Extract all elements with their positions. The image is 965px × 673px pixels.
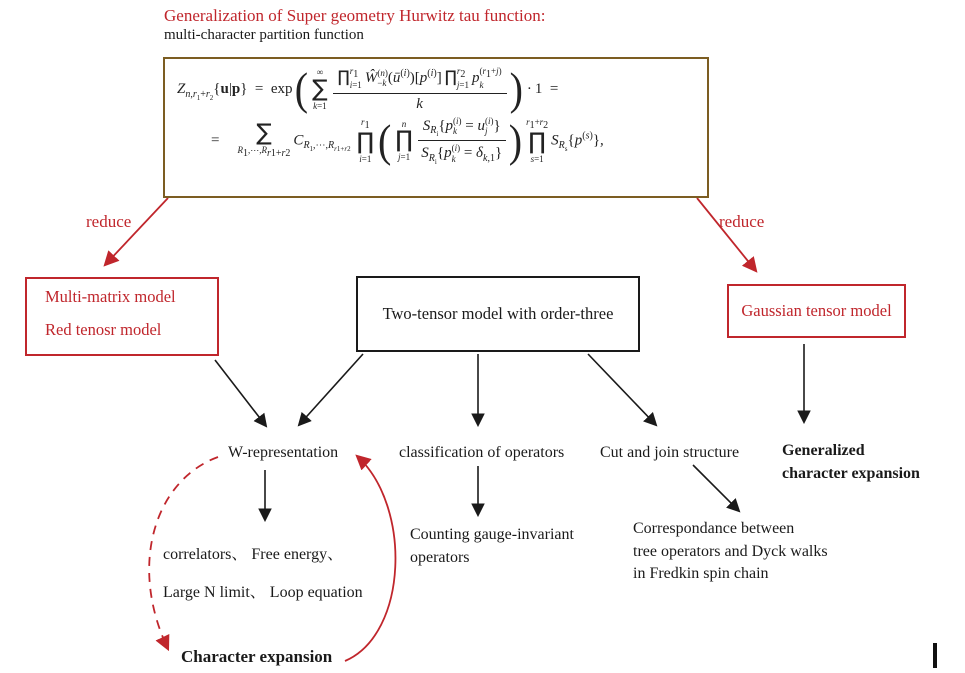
slide-subtitle: multi-character partition function: [164, 27, 364, 43]
label-correspondence-line-2: tree operators and Dyck walks: [633, 542, 828, 560]
arrow-multimatrix-to-wrep: [215, 360, 266, 426]
box-multi-matrix-line-2: Red tenosr model: [45, 320, 162, 339]
box-multi-matrix: [25, 277, 219, 356]
label-generalized-line-1: Generalized: [782, 442, 865, 459]
text-cursor: [933, 643, 937, 668]
reduce-label-left: reduce: [86, 212, 132, 231]
label-correspondence-line-3: in Fredkin spin chain: [633, 565, 769, 582]
reduce-label-right: reduce: [719, 212, 765, 231]
slide-title: Generalization of Super geometry Hurwitz tau function:: [164, 6, 546, 25]
label-counting-line-2: operators: [410, 548, 470, 566]
formula-line-1: $Z_{n,r_1+r_2}\{u|p\}$ = exp ( ∞ ∑ k=1 ∏ $r_1$ i=1 Ŵ (n) −k $(ū^{(i)})[p^{(i)}]$ ∏ $r_2$ j=1 p $(r_1+j)$ k k ) · 1 =: [177, 62, 559, 115]
label-generalized-character-expansion: [782, 440, 920, 485]
label-classification-of-operators: classification of operators: [399, 444, 565, 461]
label-cut-and-join: Cut and join structure: [600, 444, 740, 461]
box-multi-matrix-line-1: Multi-matrix model: [45, 287, 176, 306]
box-gaussian: Gaussian tensor model: [727, 284, 906, 338]
arrow-character-to-wrep: [345, 456, 395, 661]
arrow-reduce-right: [697, 198, 756, 271]
label-counting-line-1: Counting gauge-invariant: [410, 526, 574, 543]
formula-line-2: = ∑ $R_1,\cdots,R_{r1+r2}$ $C_{R_1,\cdots,R_{r1+r2}}$ $r_1$ ∏ i=1 ( n ∏ j=1 $S_{R_i}\{p$ (i) k = u (i) j } $S_{R_i}\{p$ (i) k = $\delta_{k,1}$} ) $r_1+r_2$ ∏ s=1 $S_{R_s}\{p^{(s)}\}$,: [211, 114, 604, 167]
arrow-cutjoin-to-correspondence: [693, 465, 739, 511]
label-correlators-line-2: Large N limit、 Loop equation: [163, 584, 363, 601]
formula-box: [163, 57, 709, 198]
arrow-twotensor-to-cutjoin: [588, 354, 656, 425]
label-counting-operators: [410, 524, 574, 569]
label-generalized-line-2: character expansion: [782, 464, 920, 482]
label-character-expansion: Character expansion: [181, 647, 333, 666]
arrow-twotensor-to-wrep: [299, 354, 363, 425]
label-correspondence-line-1: Correspondance between: [633, 520, 795, 537]
label-w-representation: W-representation: [228, 444, 339, 461]
label-correlators-line-1: correlators、 Free energy、: [163, 546, 344, 563]
box-two-tensor: Two-tensor model with order-three: [356, 276, 640, 352]
label-correspondence: [633, 518, 828, 586]
